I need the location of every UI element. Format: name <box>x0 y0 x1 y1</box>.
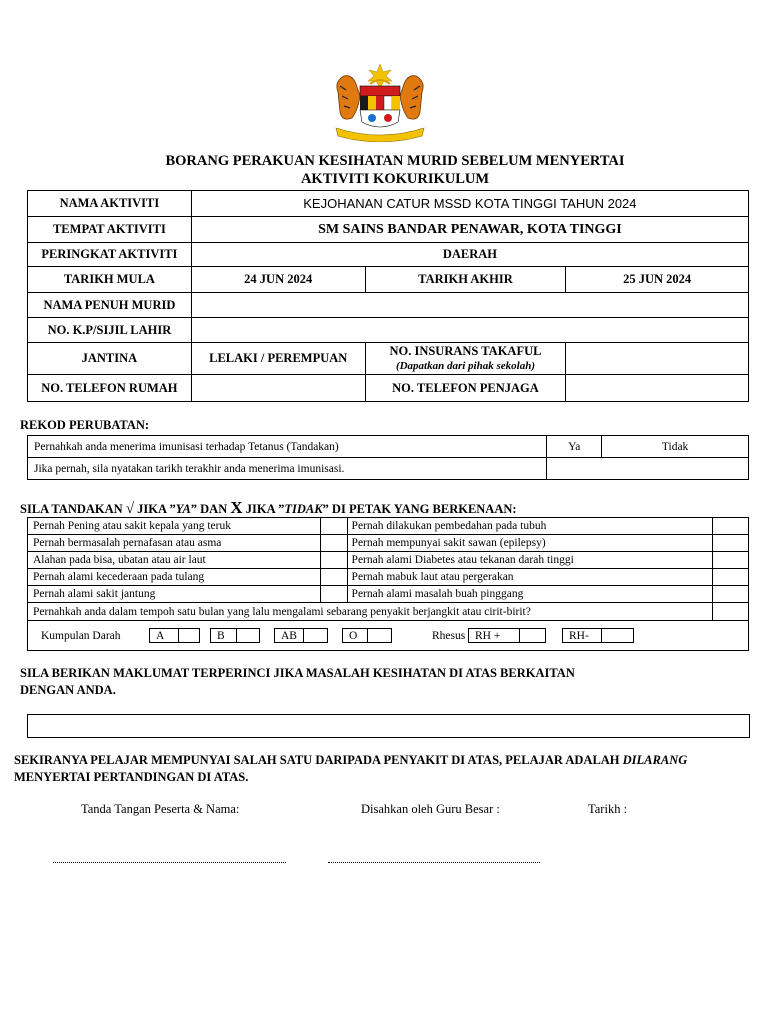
condition-right-5: Pernah alami masalah buah pinggang <box>347 586 712 603</box>
label-insurans <box>365 343 566 375</box>
checkbox-left-1[interactable] <box>320 518 347 535</box>
maklumat-field[interactable] <box>27 714 750 738</box>
checkbox-left-5[interactable] <box>320 586 347 603</box>
condition-left-1: Pernah Pening atau sakit kepala yang teruk <box>28 518 321 535</box>
checkbox-left-4[interactable] <box>320 569 347 586</box>
checkbox-left-3[interactable] <box>320 552 347 569</box>
label-tarikh-akhir: TARIKH AKHIR <box>365 267 566 293</box>
field-insurans[interactable] <box>566 343 749 375</box>
label-tarikh-mula: TARIKH MULA <box>28 267 192 293</box>
label-kp: NO. K.P/SIJIL LAHIR <box>28 318 192 343</box>
checkbox-right-2[interactable] <box>713 535 749 552</box>
rhesus-positive-label: RH + <box>468 628 520 643</box>
activity-info-table <box>27 190 749 402</box>
malaysia-crest <box>330 62 430 142</box>
tandakan-text-2: JIKA ” <box>134 502 176 516</box>
form-title-line2: AKTIVITI KOKURIKULUM <box>300 171 490 187</box>
signature-peserta-line[interactable] <box>53 862 286 863</box>
value-peringkat-aktiviti: DAERAH <box>191 243 748 267</box>
checkbox-left-2[interactable] <box>320 535 347 552</box>
blood-b-box[interactable] <box>237 628 260 643</box>
checkbox-right-1[interactable] <box>713 518 749 535</box>
blood-o-box[interactable] <box>368 628 392 643</box>
label-tel-rumah: NO. TELEFON RUMAH <box>28 375 192 402</box>
rhesus-negative-label: RH- <box>562 628 602 643</box>
warning-line1: SEKIRANYA PELAJAR MEMPUNYAI SALAH SATU DARIPADA PENYAKIT DI ATAS, PELAJAR ADALAH <box>14 753 623 767</box>
value-tarikh-akhir: 25 JUN 2024 <box>566 267 749 293</box>
blood-ab-label: AB <box>274 628 304 643</box>
kumpulan-darah-label: Kumpulan Darah <box>41 629 121 642</box>
label-jantina: JANTINA <box>28 343 192 375</box>
field-tarikh-imunisasi[interactable] <box>547 458 749 480</box>
check-icon: √ <box>125 501 135 517</box>
rekod-ya[interactable]: Ya <box>547 436 602 458</box>
condition-left-5: Pernah alami sakit jantung <box>28 586 321 603</box>
rhesus-positive-box[interactable] <box>520 628 546 643</box>
blood-o-label: O <box>342 628 368 643</box>
blood-ab-box[interactable] <box>304 628 328 643</box>
signature-peserta-label: Tanda Tangan Peserta & Nama: <box>81 802 240 816</box>
form-title-line1: BORANG PERAKUAN KESIHATAN MURID SEBELUM MENYERTAI <box>165 153 625 169</box>
label-nama-penuh: NAMA PENUH MURID <box>28 293 192 318</box>
tandakan-heading <box>20 498 517 518</box>
label-tel-penjaga: NO. TELEFON PENJAGA <box>365 375 566 402</box>
rhesus-label: Rhesus <box>432 629 466 642</box>
condition-berjangkit: Pernahkah anda dalam tempoh satu bulan yang lalu mengalami sebarang penyakit berjangkit atau cirit-birit? <box>28 603 713 621</box>
condition-right-2: Pernah mempunyai sakit sawan (epilepsy) <box>347 535 712 552</box>
conditions-table <box>27 517 749 651</box>
value-jantina[interactable]: LELAKI / PEREMPUAN <box>191 343 365 375</box>
rekod-heading: REKOD PERUBATAN: <box>20 418 150 432</box>
label-insurans-text: NO. INSURANS TAKAFUL <box>389 343 542 358</box>
rhesus-negative-box[interactable] <box>602 628 634 643</box>
cross-icon: X <box>230 498 243 517</box>
checkbox-right-5[interactable] <box>713 586 749 603</box>
maklumat-line1: SILA BERIKAN MAKLUMAT TERPERINCI JIKA MASALAH KESIHATAN DI ATAS BERKAITAN <box>20 666 575 680</box>
rekod-q2: Jika pernah, sila nyatakan tarikh terakhir anda menerima imunisasi. <box>28 458 547 480</box>
blood-b-label: B <box>210 628 237 643</box>
signature-tarikh-label: Tarikh : <box>588 802 628 816</box>
field-tel-penjaga[interactable] <box>566 375 749 402</box>
value-tempat-aktiviti: SM SAINS BANDAR PENAWAR, KOTA TINGGI <box>191 217 748 243</box>
value-tarikh-mula: 24 JUN 2024 <box>191 267 365 293</box>
field-nama-penuh[interactable] <box>191 293 748 318</box>
tandakan-ya: YA <box>175 502 191 516</box>
checkbox-right-4[interactable] <box>713 569 749 586</box>
field-kp[interactable] <box>191 318 748 343</box>
tandakan-text-5: ” DI PETAK YANG BERKENAAN: <box>322 502 517 516</box>
field-tel-rumah[interactable] <box>191 375 365 402</box>
checkbox-berjangkit[interactable] <box>713 603 749 621</box>
blood-a-box[interactable] <box>179 628 200 643</box>
condition-right-3: Pernah alami Diabetes atau tekanan darah tinggi <box>347 552 712 569</box>
label-tempat-aktiviti: TEMPAT AKTIVITI <box>28 217 192 243</box>
rekod-q1: Pernahkah anda menerima imunisasi terhadap Tetanus (Tandakan) <box>28 436 547 458</box>
condition-right-1: Pernah dilakukan pembedahan pada tubuh <box>347 518 712 535</box>
signature-guru-label: Disahkan oleh Guru Besar : <box>361 802 500 816</box>
tandakan-tidak: TIDAK <box>284 502 323 516</box>
rekod-table <box>27 435 749 480</box>
label-insurans-note: (Dapatkan dari pihak sekolah) <box>395 359 535 372</box>
tandakan-text-1: SILA TANDAKAN <box>20 502 126 516</box>
label-nama-aktiviti: NAMA AKTIVITI <box>28 191 192 217</box>
maklumat-line2: DENGAN ANDA. <box>20 683 116 697</box>
warning-dilarang: DILARANG <box>622 753 688 767</box>
blood-group-row <box>28 621 749 651</box>
warning-line2: MENYERTAI PERTANDINGAN DI ATAS. <box>14 770 249 784</box>
blood-a-label: A <box>149 628 179 643</box>
condition-right-4: Pernah mabuk laut atau pergerakan <box>347 569 712 586</box>
label-peringkat-aktiviti: PERINGKAT AKTIVITI <box>28 243 192 267</box>
tandakan-text-4: JIKA ” <box>242 502 285 516</box>
checkbox-right-3[interactable] <box>713 552 749 569</box>
rekod-tidak[interactable]: Tidak <box>602 436 749 458</box>
signature-guru-line[interactable] <box>328 862 540 863</box>
maklumat-instruction <box>20 665 575 699</box>
form-title <box>0 152 768 188</box>
tandakan-text-3: ” DAN <box>190 502 231 516</box>
condition-left-3: Alahan pada bisa, ubatan atau air laut <box>28 552 321 569</box>
condition-left-2: Pernah bermasalah pernafasan atau asma <box>28 535 321 552</box>
condition-left-4: Pernah alami kecederaan pada tulang <box>28 569 321 586</box>
warning-text <box>14 752 687 786</box>
value-nama-aktiviti: KEJOHANAN CATUR MSSD KOTA TINGGI TAHUN 2024 <box>191 191 748 217</box>
